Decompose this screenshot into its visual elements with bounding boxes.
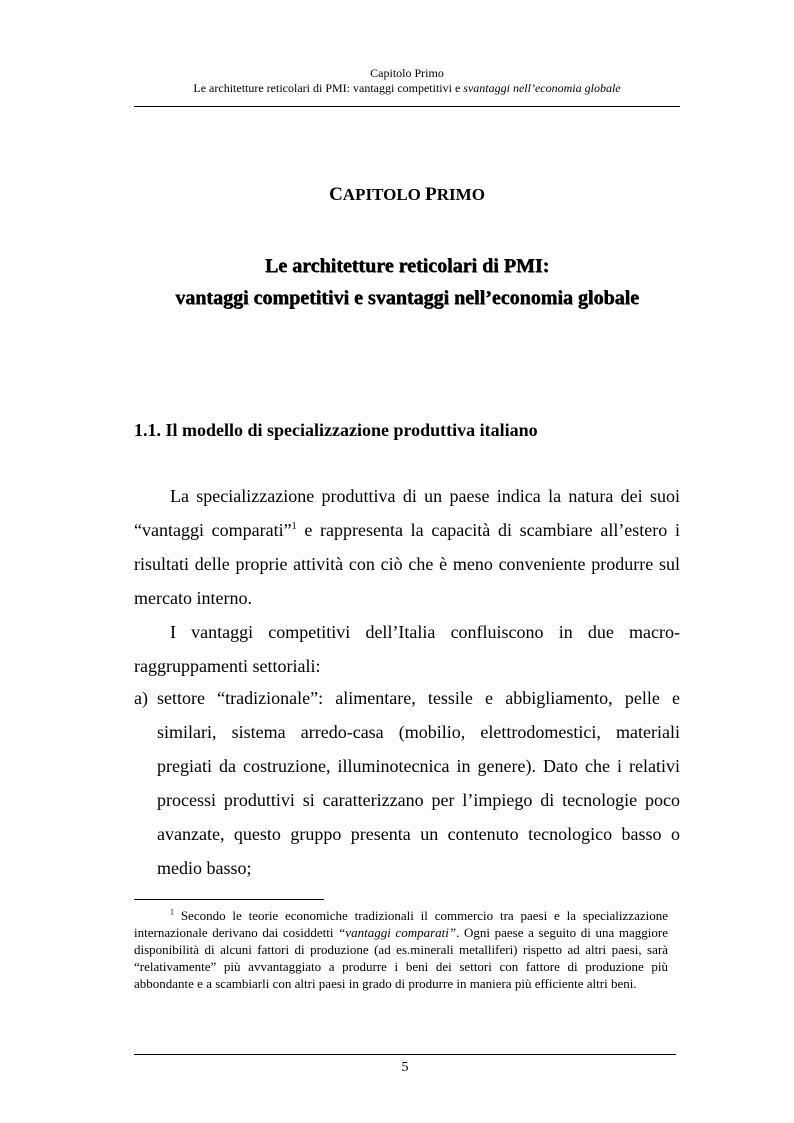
- footnote-number: 1: [170, 907, 174, 917]
- footnote-text-italic: “vantaggi comparati”: [338, 925, 457, 940]
- footnote-rule: [134, 899, 324, 900]
- running-head-chapter: Capitolo Primo: [370, 66, 444, 80]
- chapter-cap-rest: APITOLO: [342, 185, 426, 204]
- paragraph-2: I vantaggi competitivi dell’Italia confluiscono in due macro-raggruppamenti settoriali:: [134, 622, 680, 676]
- list-item-text: settore “tradizionale”: alimentare, tessile e abbigliamento, pelle e similari, sistema arredo-casa (mobilio, elettrodomestici, materiali pregiati da costruzione, illuminotecnica in genere). Dato che i relativi processi produttivi si caratterizzano per l’impiego di tecnologie poco avanzate, questo gruppo presenta un contenuto tecnologico basso o medio basso;: [157, 688, 680, 878]
- running-head-title-plain: Le architetture reticolari di PMI: vantaggi competitivi e: [193, 81, 464, 95]
- footnote-text-b: . Ogni paese a seguito di una maggiore disponibilità di alcuni fattori di produzione (ad es.minerali metalliferi) rispetto ad altri paesi, sarà “relativamente” più avvantaggiato a produrre i beni dei settori con fattore di produzione più abbondante e a scambiarli con altri paesi in grado di produrre in maniera più efficiente altri beni.: [134, 925, 668, 991]
- chapter-title-line2: vantaggi competitivi e svantaggi nell’economia globale: [175, 287, 639, 309]
- running-head-title: [134, 81, 680, 96]
- footer-rule: [134, 1054, 676, 1055]
- paragraph-1-text-a: La specializzazione produttiva di un paese indica la natura dei suoi “vantaggi comparati”: [134, 486, 680, 540]
- chapter-label: [134, 184, 680, 206]
- footnote-text-a: Secondo le teorie economiche tradizionali il commercio tra paesi e la specializzazione internazionale derivano dai cosiddetti: [134, 908, 668, 940]
- list-item: [134, 681, 680, 885]
- section-heading: 1.1. Il modello di specializzazione produttiva italiano: [134, 420, 538, 440]
- chapter-cap-initial: C: [329, 184, 343, 205]
- page-number: 5: [401, 1060, 409, 1075]
- running-head-title-italic: svantaggi nell’economia globale: [463, 81, 621, 95]
- header-rule: [134, 106, 680, 107]
- chapter-title-line1: Le architetture reticolari di PMI:: [264, 255, 550, 277]
- footnote-ref: 1: [291, 521, 297, 532]
- paragraph-1: [134, 479, 680, 615]
- paragraph-1-text-b: e rappresenta la capacità di scambiare all’estero i risultati delle proprie attività con ciò che è meno conveniente produrre sul mercato interno.: [134, 520, 680, 608]
- chapter-title: [134, 250, 680, 314]
- running-head: [134, 66, 680, 96]
- chapter-primo-rest: RIMO: [436, 185, 485, 204]
- list-marker: a): [134, 688, 148, 708]
- footnote: [134, 907, 668, 992]
- chapter-primo-initial: P: [425, 184, 437, 205]
